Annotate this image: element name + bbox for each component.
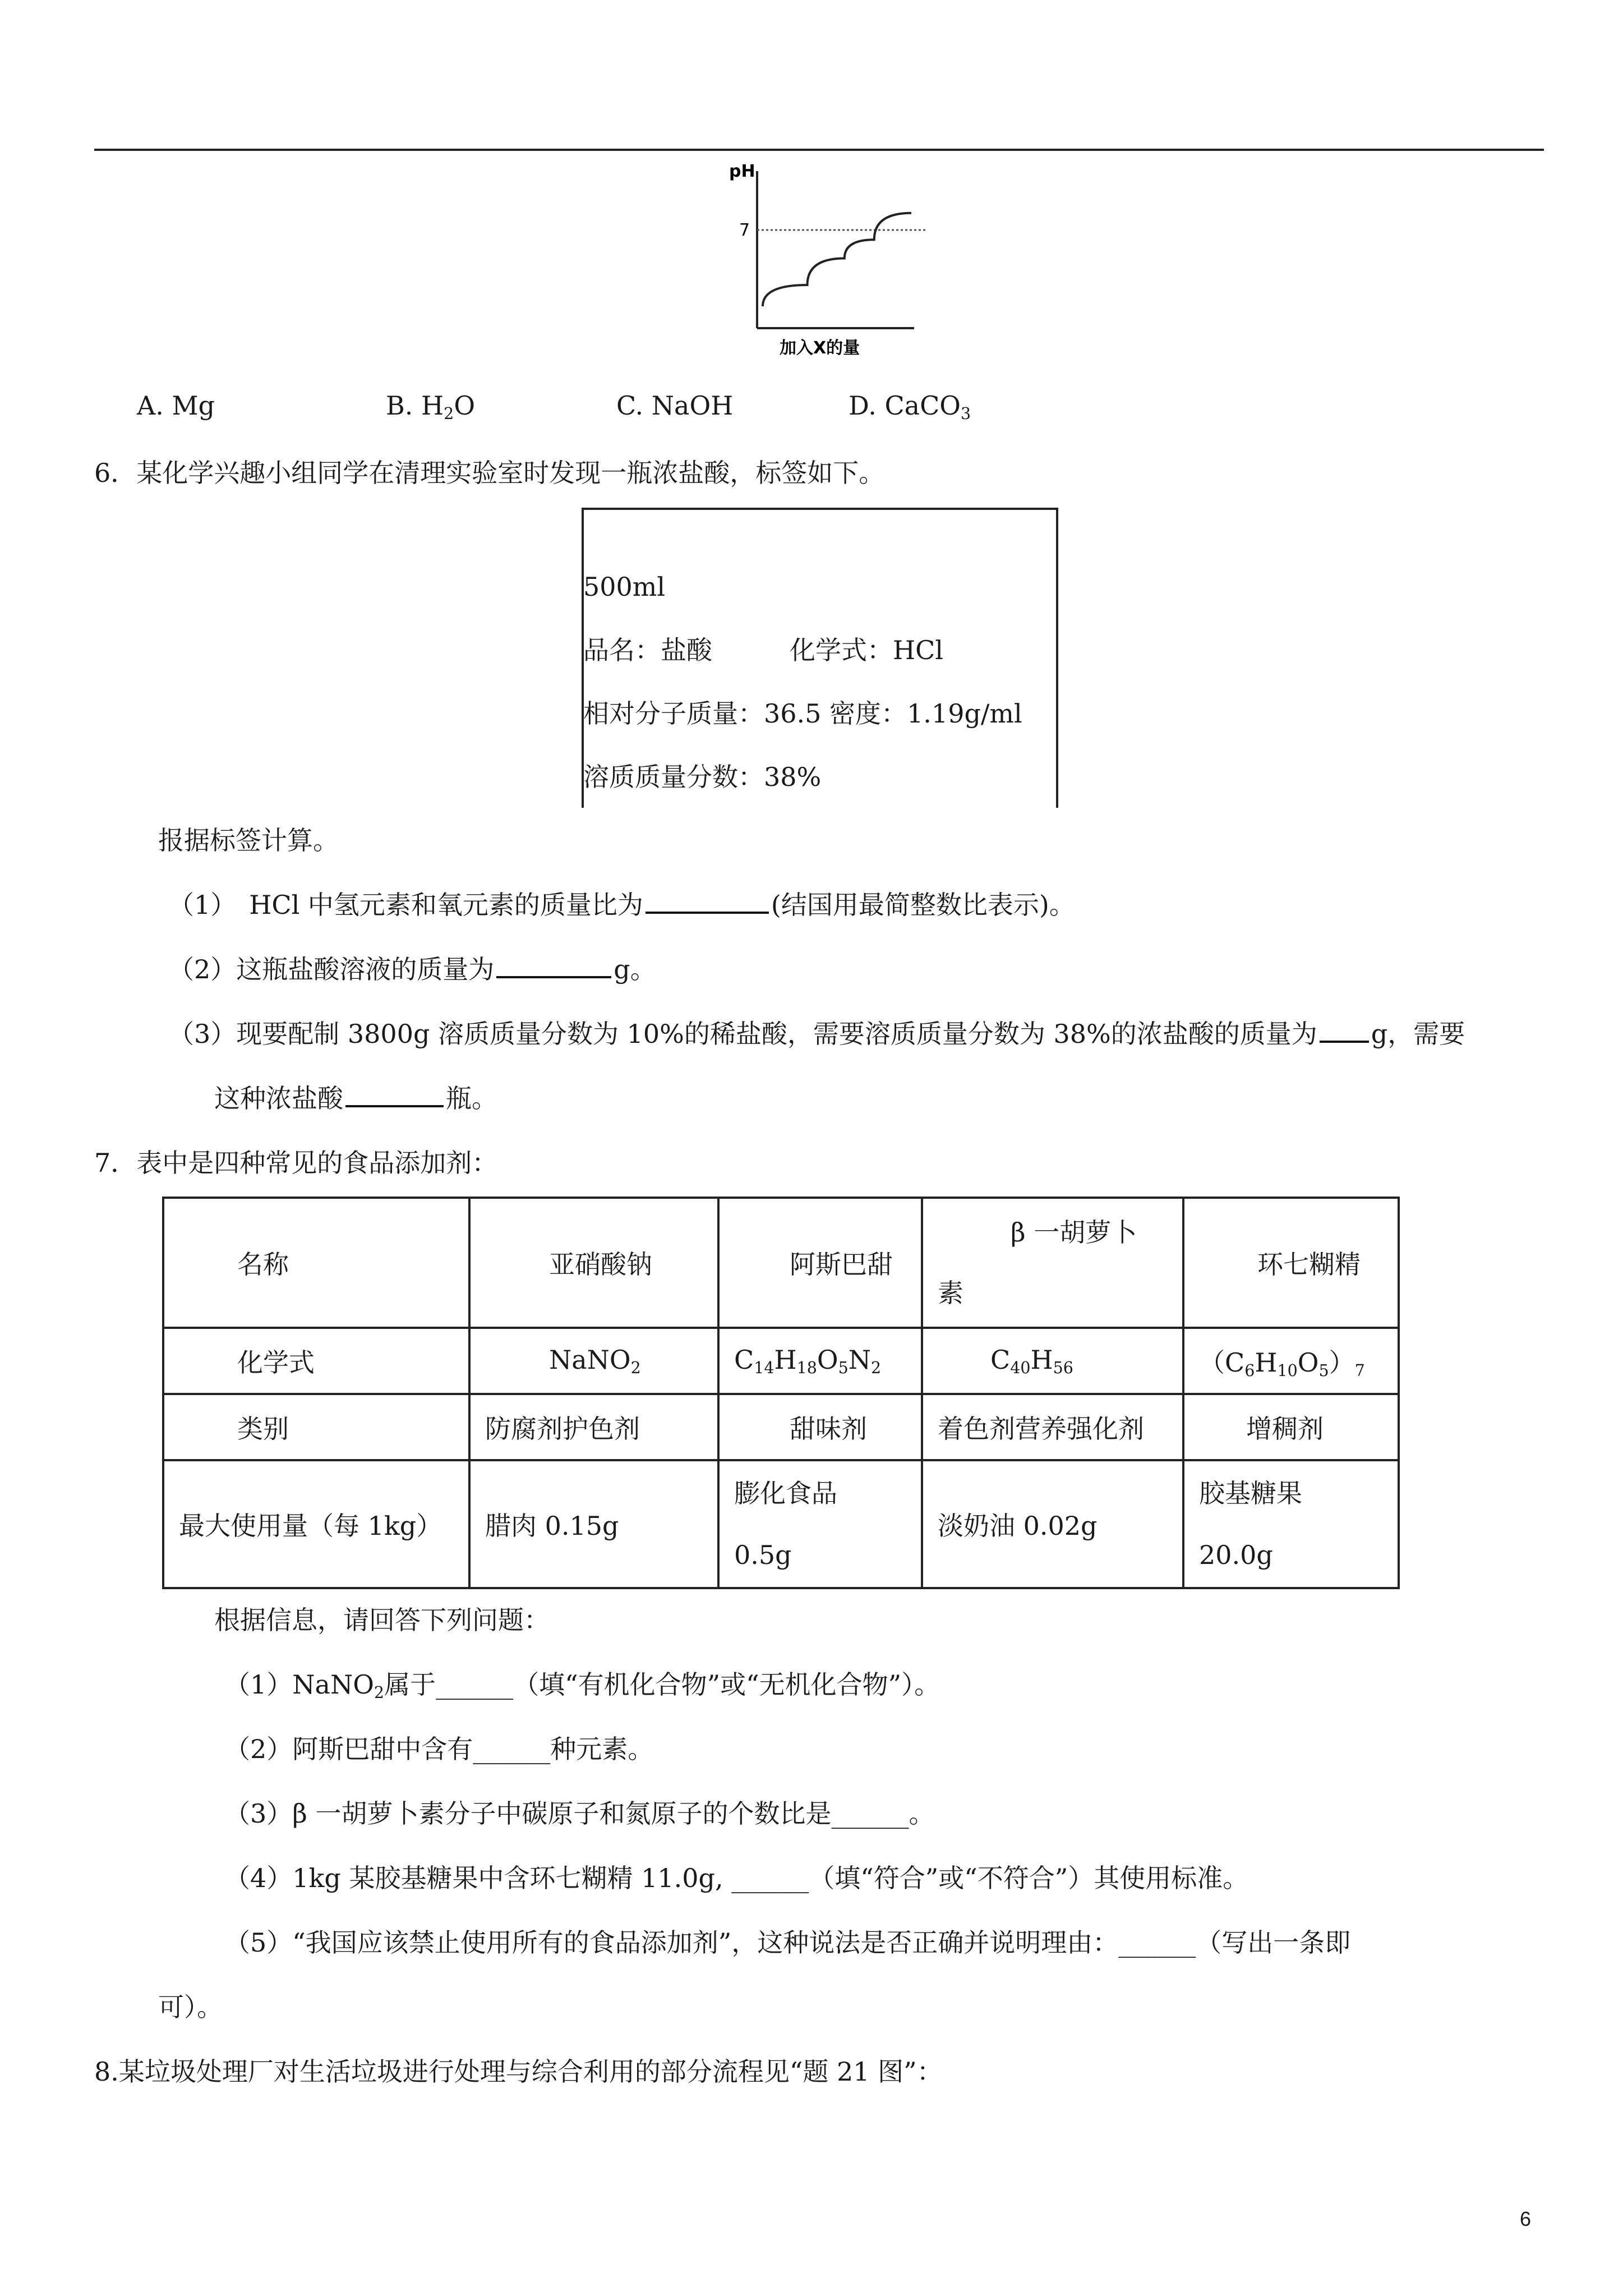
table-row	[163, 1198, 1399, 1328]
table-cell: 环七糊精	[1183, 1198, 1399, 1328]
label-line-name: 品名：盐酸 化学式：HCl	[583, 635, 944, 665]
answer-blank[interactable]	[1320, 1041, 1369, 1043]
answer-blank[interactable]	[645, 912, 769, 914]
label-line-mass-density: 相对分子质量：36.5 密度：1.19g/ml	[583, 698, 1022, 729]
q7-part5: （5）“我国应该禁止使用所有的食品添加剂”，这种说法是否正确并说明理由：______（写出一条即	[224, 1927, 1351, 1958]
q7-part2: （2）阿斯巴甜中含有______种元素。	[224, 1734, 654, 1764]
table-cell: 类别	[163, 1394, 469, 1460]
label-line-fraction: 溶质质量分数：38%	[583, 762, 822, 792]
chart-axes	[757, 171, 914, 328]
q7-part5-cont: 可）。	[158, 1992, 223, 2022]
q6-part3-cont: 这种浓盐酸 瓶。	[214, 1083, 497, 1114]
table-row	[163, 1328, 1399, 1394]
q6-part3: （3）现要配制 3800g 溶质质量分数为 10%的稀盐酸，需要溶质质量分数为 38%的浓盐酸的质量为 g，需要	[168, 1019, 1465, 1049]
q7-part3: （3）β 一胡萝卜素分子中碳原子和氮原子的个数比是______。	[224, 1798, 935, 1829]
y-axis-label: pH	[729, 162, 755, 181]
table-cell: $(C_6H_{10}O_5)_7$	[1183, 1328, 1399, 1394]
table-row	[163, 1394, 1399, 1460]
q8-stem: 8.某垃圾处理厂对生活垃圾进行处理与综合利用的部分流程见“题 21 图”：	[94, 2056, 943, 2087]
table-cell: 亚硝酸钠	[469, 1198, 718, 1328]
table-cell: 膨化食品 0.5g	[718, 1460, 922, 1588]
answer-blank[interactable]	[496, 976, 611, 978]
table-cell: 甜味剂	[718, 1394, 922, 1460]
table-cell: 化学式	[163, 1328, 469, 1394]
table-cell: NaNO$_2$	[469, 1328, 718, 1394]
option-c: C. NaOH	[616, 390, 734, 421]
ph-chart	[723, 160, 925, 367]
table-cell: $C_{40}H_{56}$	[922, 1328, 1183, 1394]
option-b: B. $H_2O$	[386, 390, 476, 423]
answer-blank[interactable]	[345, 1105, 444, 1107]
food-additive-table	[162, 1197, 1400, 1589]
option-a: A. Mg	[137, 390, 215, 421]
q7-intro: 根据信息，请回答下列问题：	[214, 1605, 550, 1635]
q6-part1: （1） HCl 中氢元素和氧元素的质量比为 (结国用最简整数比表示)。	[168, 890, 1075, 920]
table-cell: 阿斯巴甜	[718, 1198, 922, 1328]
q7-part4: （4）1kg 某胶基糖果中含环七糊精 11.0g, ______（填“符合”或“不符合”）其使用标准。	[224, 1863, 1249, 1893]
option-d: D. CaCO$_3$	[849, 390, 971, 423]
table-cell: 增稠剂	[1183, 1394, 1399, 1460]
q7-stem: 7．表中是四种常见的食品添加剂：	[94, 1148, 498, 1178]
x-axis-label: 加入X的量	[780, 338, 860, 358]
ph-curve	[763, 213, 911, 306]
label-line-volume: 500ml	[583, 572, 666, 602]
table-row	[163, 1460, 1399, 1588]
page-number: 6	[1520, 2207, 1532, 2230]
q6-part2: （2）这瓶盐酸溶液的质量为 g。	[168, 954, 656, 984]
table-cell: β 一胡萝卜 素	[922, 1198, 1183, 1328]
q6-intro: 报据标签计算。	[158, 825, 339, 855]
header-rule	[94, 149, 1544, 151]
table-cell: $C_{14}H_{18}O_5N_2$	[718, 1328, 922, 1394]
q6-stem: 6．某化学兴趣小组同学在清理实验室时发现一瓶浓盐酸，标签如下。	[94, 458, 885, 488]
table-cell: 淡奶油 0.02g	[922, 1460, 1183, 1588]
table-cell: 最大使用量（每 1kg）	[163, 1460, 469, 1588]
table-cell: 腊肉 0.15g	[469, 1460, 718, 1588]
table-cell: 防腐剂护色剂	[469, 1394, 718, 1460]
q7-part1: （1）NaNO$_2$属于______（填“有机化合物”或“无机化合物”）。	[224, 1669, 940, 1702]
table-cell: 着色剂营养强化剂	[922, 1394, 1183, 1460]
table-cell: 名称	[163, 1198, 469, 1328]
table-cell: 胶基糖果 20.0g	[1183, 1460, 1399, 1588]
y-tick-7: 7	[739, 220, 750, 240]
